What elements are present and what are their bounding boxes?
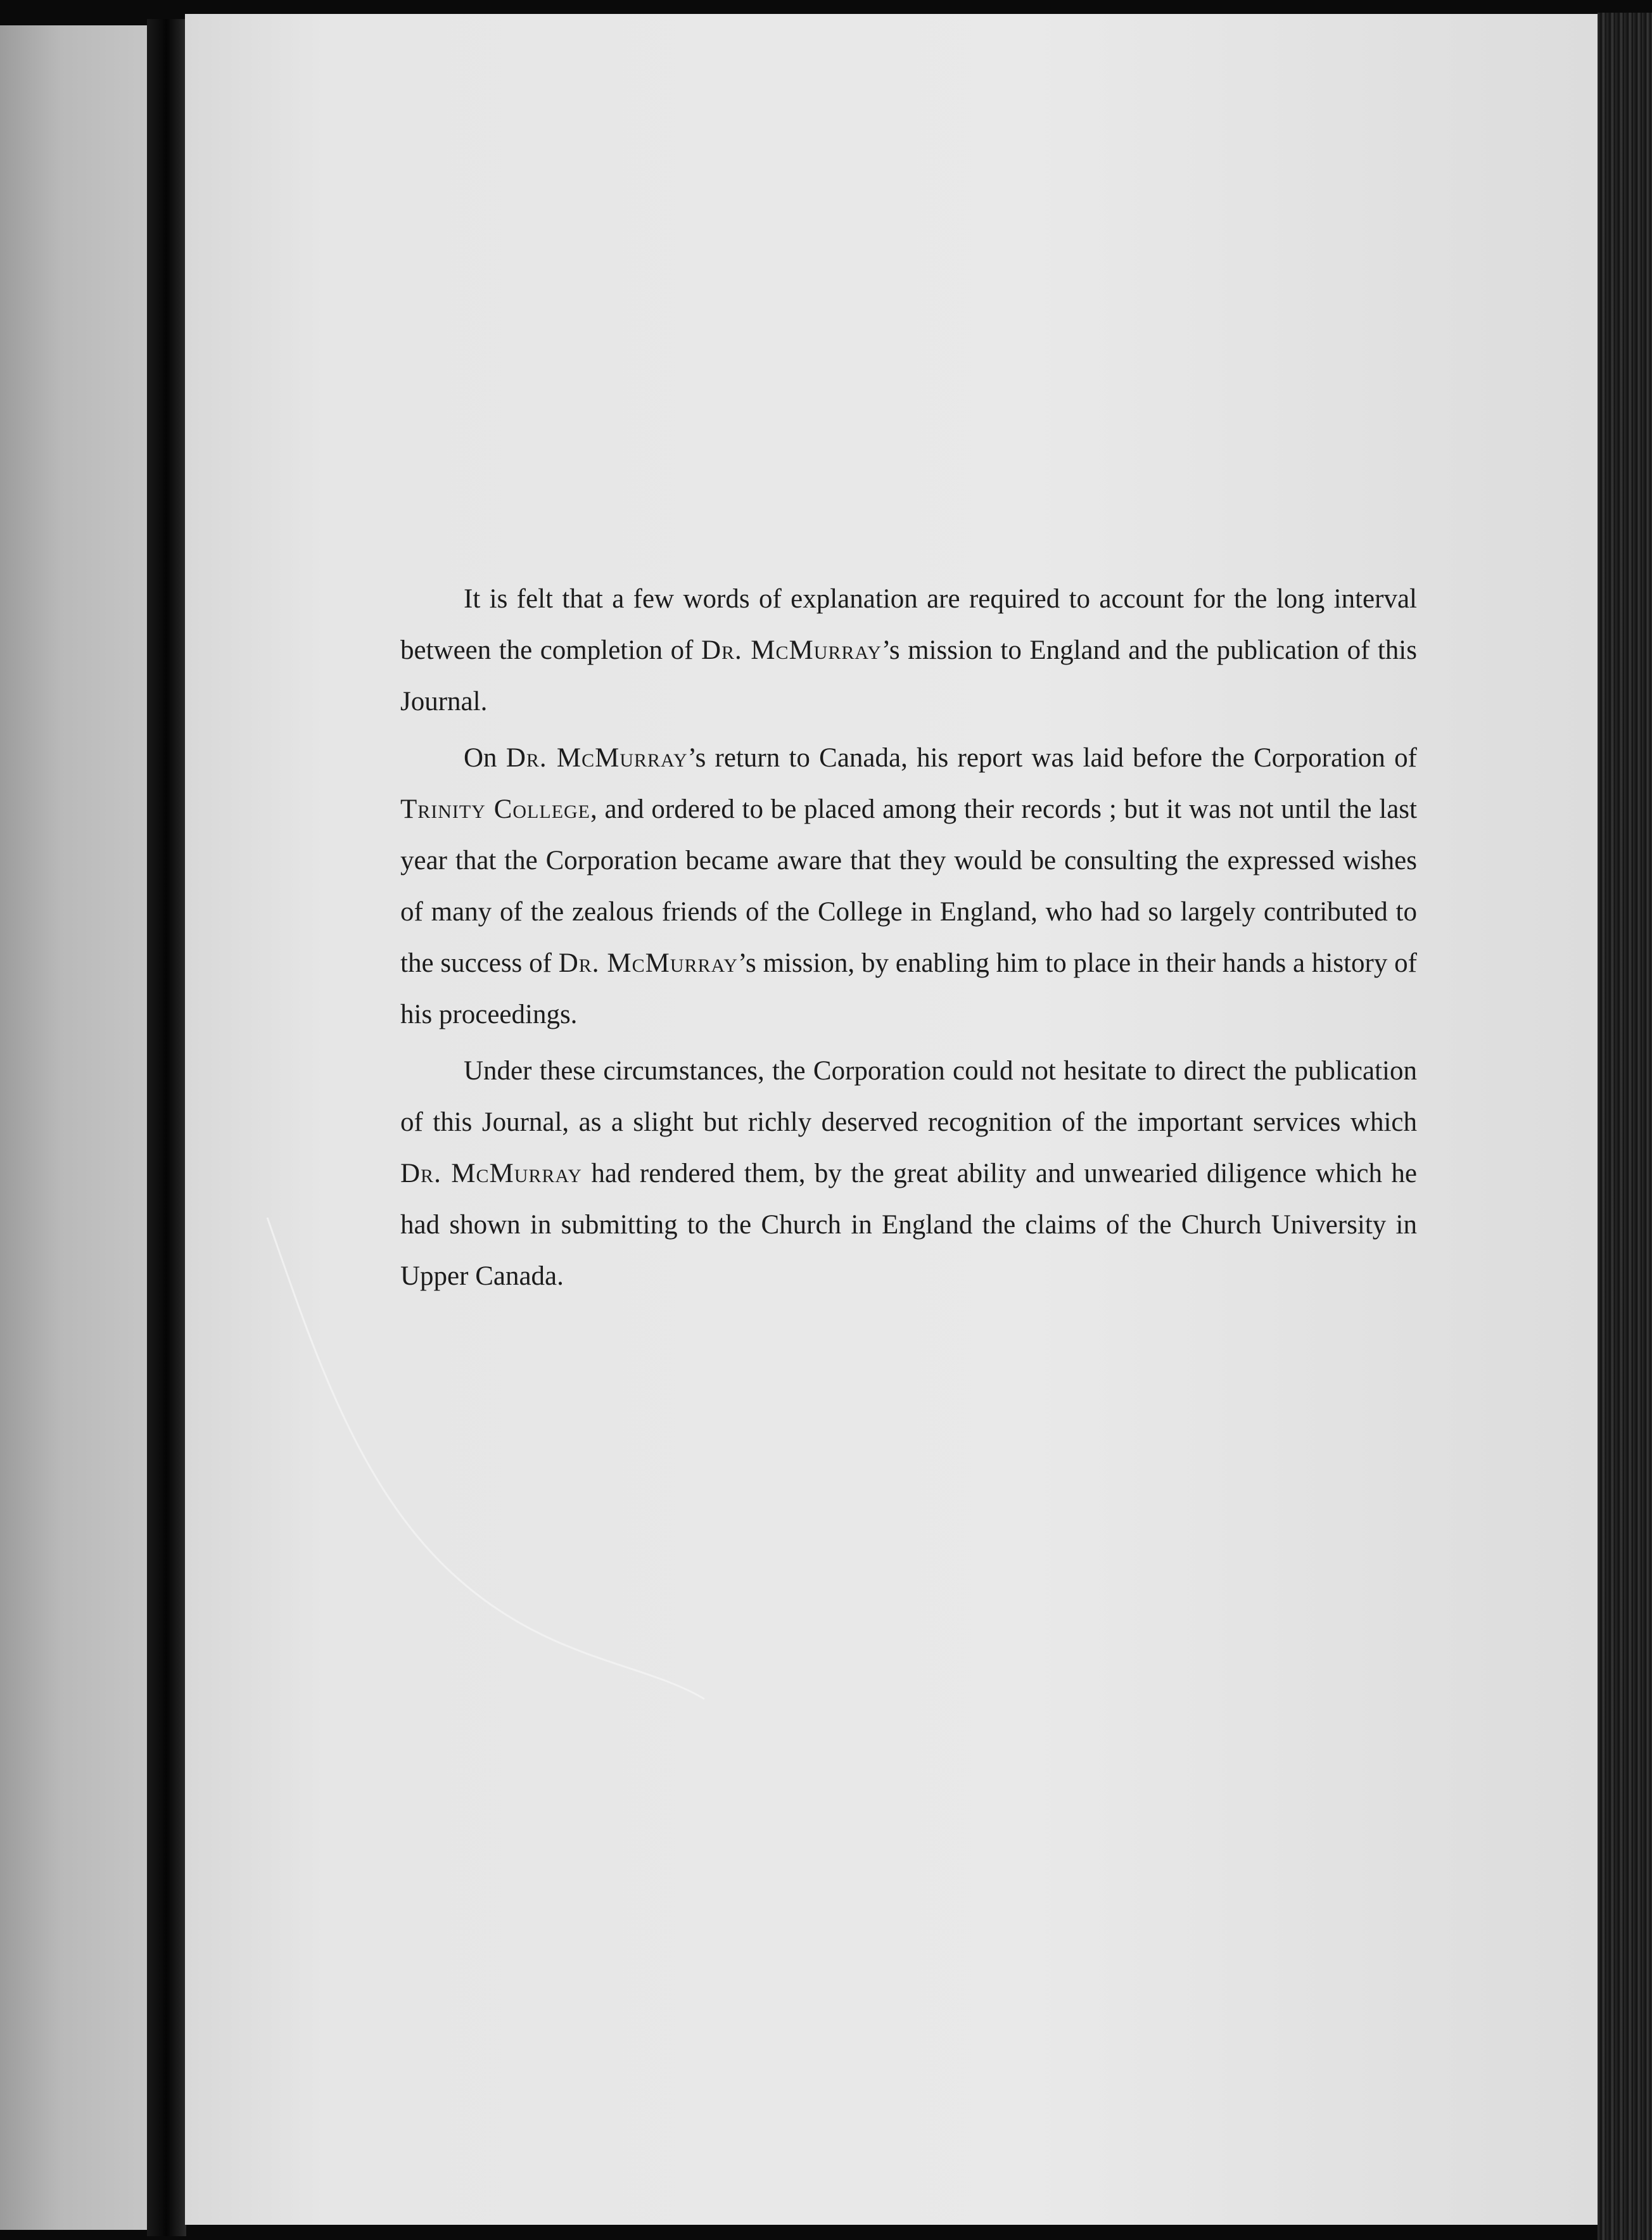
text-segment: On [464,743,506,773]
paragraph-1 [400,573,1417,727]
book-gutter [147,19,186,2236]
text-segment: Under these circumstances, the Corporation could not hesitate to direct the publication of this Journal, as a slight but richly deserved recognition of the important services which [400,1056,1417,1137]
paragraph-2 [400,732,1417,1040]
text-segment: ’s mission, by enabling him to place in their hands a history of his proceedings. [400,948,1418,1029]
paragraph-3 [400,1045,1417,1302]
left-page-edge [0,25,152,2230]
text-segment: had rendered them, by the great ability and unwearied diligence which he had shown in submitting to the Church in England the claims of the Church University in Upper Canada. [400,1159,1417,1291]
text-segment: , and ordered to be placed among their records ; but it was not until the last year that the Corporation became aware that they would be consulting the expressed wishes of many of the zealous friends of the College in England, who had so largely contributed to the success of [400,794,1417,978]
name-small-caps: Dr. McMurray [701,635,882,665]
name-small-caps: Dr. McMurray [558,948,739,978]
text-segment: It is felt that a few words of explanation are required to account for the long interval between the completion of [400,584,1417,665]
stacked-page-edges [1598,13,1652,2240]
name-small-caps: Dr. McMurray [505,743,688,773]
body-text [400,573,1417,1307]
text-segment: ’s return to Canada, his report was laid before the Corporation of [687,743,1417,773]
name-small-caps: Dr. McMurray [400,1159,582,1188]
college-name-small-caps: Trinity College [400,794,591,824]
text-segment: ’s mission to England and the publication of this Journal. [400,635,1417,716]
